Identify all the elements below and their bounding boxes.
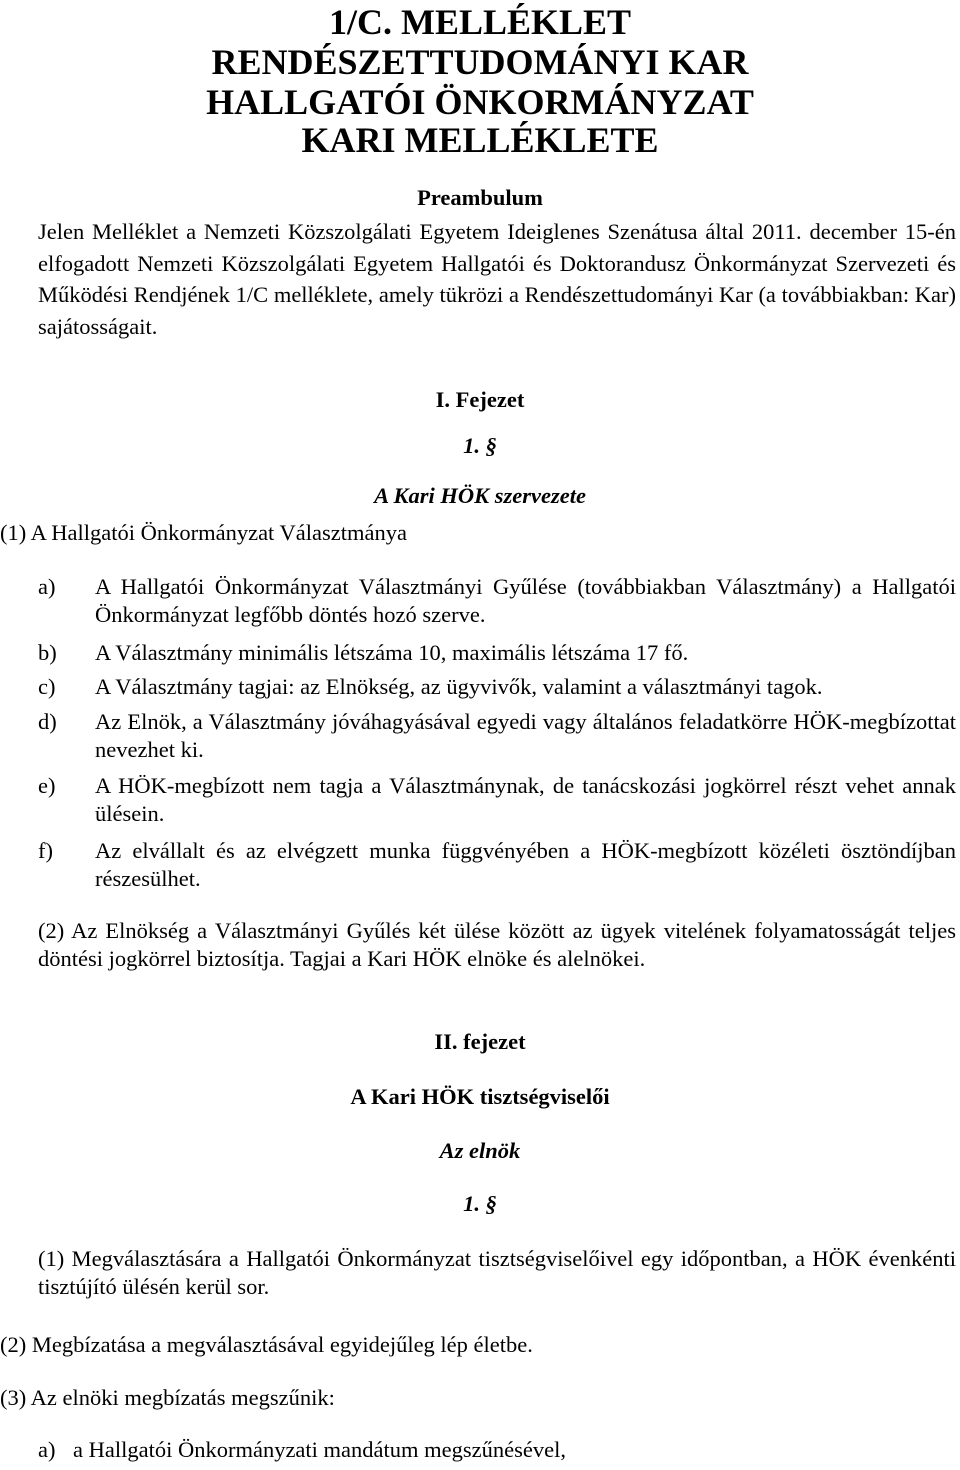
chapter-2-subheading: A Kari HÖK tisztségviselői xyxy=(350,1084,610,1109)
chapter-2-heading: II. fejezet xyxy=(434,1029,526,1054)
list-item-text: Az elvállalt és az elvégzett munka függvényében a HÖK-megbízott közéleti ösztöndíjban részesülhet. xyxy=(95,838,956,892)
chapter-2-section-number: 1. § xyxy=(463,1191,497,1216)
list-item-text: A Választmány tagjai: az Elnökség, az ügyvivők, valamint a választmányi tagok. xyxy=(95,674,823,699)
list-item-text: A Választmány minimális létszáma 10, maximális létszáma 17 fő. xyxy=(95,640,689,665)
list-item-text: Az Elnök, a Választmány jóváhagyásával egyedi vagy általános feladatkörre HÖK-megbízottat nevezhet ki. xyxy=(95,709,956,763)
chapter-2-paragraph-1: (1) Megválasztására a Hallgatói Önkormányzat tisztségviselőivel egy időpontban, a HÖK évenkénti tisztújító ülésén kerül sor. xyxy=(38,1246,956,1300)
chapter-1-heading: I. Fejezet xyxy=(435,387,525,412)
list-item-text: a Hallgatói Önkormányzati mandátum megszűnésével, xyxy=(73,1437,566,1462)
chapter-2-paragraph-2: (2) Megbízatása a megválasztásával egyidejűleg lép életbe. xyxy=(0,1332,533,1357)
chapter-1-paragraph-1: (1) A Hallgatói Önkormányzat Választmánya xyxy=(0,520,407,545)
preamble-text: Jelen Melléklet a Nemzeti Közszolgálati Egyetem Ideiglenes Szenátusa által 2011. december 15-én elfogadott Nemzeti Közszolgálati Egyetem Hallgatói és Doktorandusz Önkormányzat Szervezeti és Működési Rendjének 1/C melléklete, amely tükrözi a Rendészettudományi Kar (a továbbiakban: Kar) sajátosságait. xyxy=(38,219,956,339)
list-item-label: b) xyxy=(38,640,57,665)
chapter-1-section-number: 1. § xyxy=(463,433,497,458)
list-item-text: A HÖK-megbízott nem tagja a Választmánynak, de tanácskozási jogkörrel részt vehet annak ülésein. xyxy=(95,773,956,827)
title-line-1: 1/C. MELLÉKLET xyxy=(328,2,632,42)
title-line-2: RENDÉSZETTUDOMÁNYI KAR xyxy=(211,42,749,82)
preamble-heading: Preambulum xyxy=(417,185,543,210)
title-line-3: HALLGATÓI ÖNKORMÁNYZAT xyxy=(206,82,754,122)
title-line-4: KARI MELLÉKLETE xyxy=(301,120,659,160)
list-item-text: A Hallgatói Önkormányzat Választmányi Gyűlése (továbbiakban Választmány) a Hallgatói Önkormányzat legfőbb döntés hozó szerve. xyxy=(95,574,956,628)
chapter-2-paragraph-3: (3) Az elnöki megbízatás megszűnik: xyxy=(0,1385,335,1410)
list-item-label: c) xyxy=(38,674,56,699)
chapter-1-section-title: A Kari HÖK szervezete xyxy=(374,483,586,508)
list-item-label: d) xyxy=(38,709,57,734)
list-item-label: a) xyxy=(38,1437,56,1462)
chapter-2-subsection-title: Az elnök xyxy=(439,1138,521,1163)
chapter-1-paragraph-2: (2) Az Elnökség a Választmányi Gyűlés két ülése között az ügyek vitelének folyamatosságát teljes döntési jogkörrel biztosítja. Tagjai a Kari HÖK elnöke és alelnökei. xyxy=(38,918,956,972)
list-item-label: e) xyxy=(38,773,56,798)
list-item-label: f) xyxy=(38,838,53,863)
list-item-label: a) xyxy=(38,574,56,599)
